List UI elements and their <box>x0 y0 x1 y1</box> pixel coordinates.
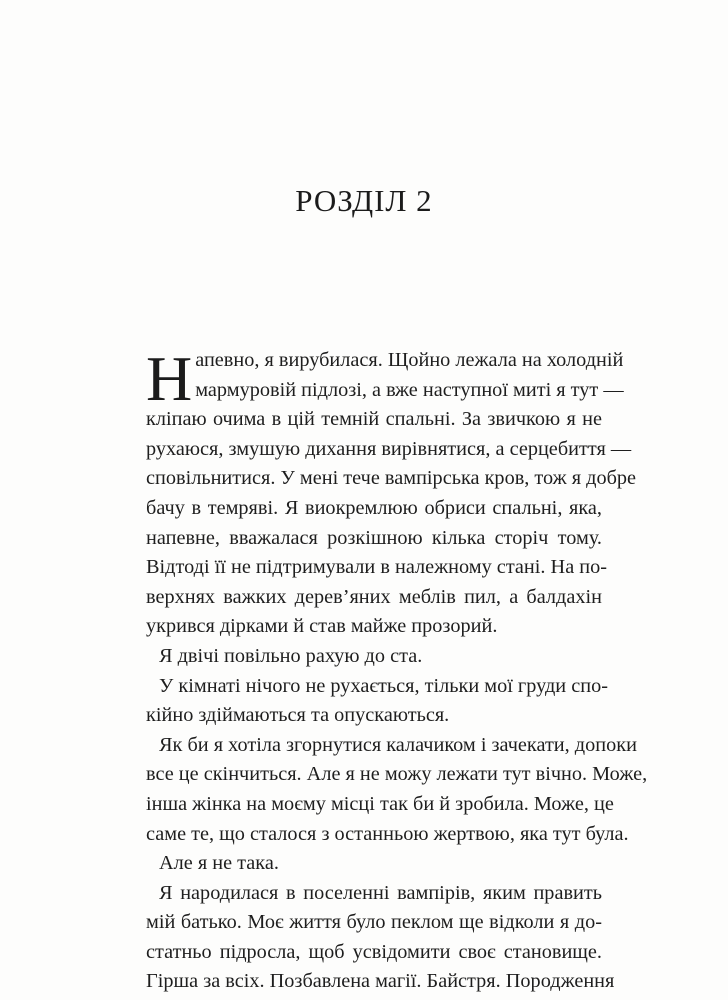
text-line: саме те, що сталося з останньою жертвою, яка тут була. <box>146 822 629 845</box>
text-line: мармуровій підлозі, а вже наступної миті я тут — <box>195 378 624 401</box>
text-line: напевне, вважалася розкішною кілька сторіч тому. <box>146 526 602 549</box>
text-line: Як би я хотіла згорнутися калачиком і зачекати, допоки <box>159 733 637 756</box>
text-line: Я двічі повільно рахую до ста. <box>159 644 423 667</box>
text-line: все це скінчиться. Але я не можу лежати тут вічно. Може, <box>146 763 648 786</box>
text-line: кійно здіймаються та опускаються. <box>146 704 450 727</box>
text-line: інша жінка на моєму місці так би й зробила. Може, це <box>146 792 614 815</box>
text-line: апевно, я вирубилася. Щойно лежала на холодній <box>195 349 624 371</box>
text-line: рухаюся, змушую дихання вирівнятися, а серцебиття — <box>146 437 632 460</box>
text-line: У кімнаті нічого не рухається, тільки мої груди спо- <box>159 674 608 697</box>
chapter-title: РОЗДІЛ 2 <box>295 183 433 218</box>
text-line: Я народилася в поселенні вампірів, яким править <box>159 881 602 904</box>
text-line: Гірша за всіх. Позбавлена магії. Байстря. Породження <box>146 970 615 993</box>
chapter-body-text <box>146 343 648 997</box>
drop-cap: Н <box>146 343 193 414</box>
paragraph-4 <box>146 731 648 849</box>
text-line: сповільнитися. У мені тече вампірська кров, тож я добре <box>146 467 637 490</box>
text-line: Але я не така. <box>159 852 279 875</box>
text-line: кліпаю очима в цій темній спальні. За звичкою я не <box>146 408 602 431</box>
text-line: бачу в темряві. Я виокремлюю обриси спальні, яка, <box>146 496 602 519</box>
paragraph-5 <box>146 849 602 879</box>
paragraph-6 <box>146 879 615 997</box>
paragraph-3 <box>146 672 608 731</box>
text-line: Відтоді її не підтримували в належному стані. На по- <box>146 556 608 579</box>
text-line: укрився дірками й став майже прозорий. <box>146 615 498 638</box>
paragraph-2 <box>146 642 602 672</box>
text-line: мій батько. Моє життя було пеклом ще відколи я до- <box>146 911 602 934</box>
text-line: статньо підросла, щоб усвідомити своє становище. <box>146 940 602 963</box>
paragraph-1 <box>146 343 637 642</box>
text-line: верхнях важких дерев’яних меблів пил, а балдахін <box>146 585 602 608</box>
